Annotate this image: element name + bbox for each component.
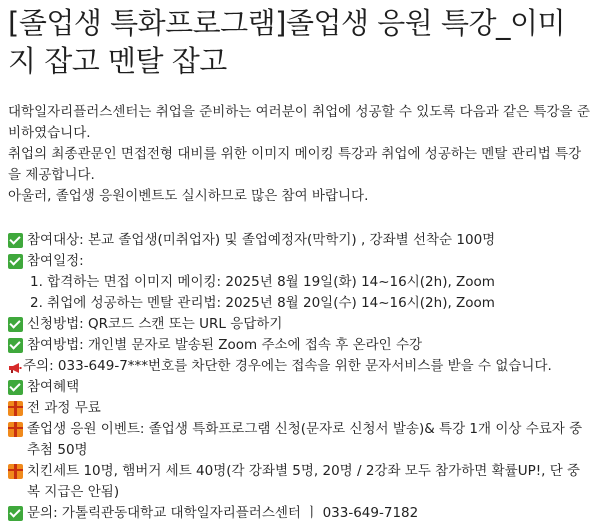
list-subitem-schedule-2 bbox=[8, 293, 592, 314]
megaphone-icon bbox=[8, 360, 22, 372]
list-item-text: 문의: 가톨릭관동대학교 대학일자리플러스센터 ㅣ 033-649-7182 bbox=[27, 505, 419, 521]
list-item-text: 졸업생 응원 이벤트: 졸업생 특화프로그램 신청(문자로 신청서 발송)& 특강 1개 이상 수료자 중 추첨 50명 bbox=[27, 421, 583, 458]
list-item-contact bbox=[8, 503, 592, 524]
intro-text bbox=[8, 102, 592, 207]
check-mark-icon bbox=[8, 254, 23, 269]
check-mark-icon bbox=[8, 233, 23, 248]
list-item-apply bbox=[8, 314, 592, 335]
intro-paragraph: 대학일자리플러스센터는 취업을 준비하는 여러분이 취업에 성공할 수 있도록 다음과 같은 특강을 준비하였습니다. bbox=[8, 104, 590, 141]
list-item-notice bbox=[8, 356, 592, 377]
list-item-text: 신청방법: QR코드 스캔 또는 URL 응답하기 bbox=[27, 316, 283, 332]
list-subitem-text: 2. 취업에 성공하는 멘탈 관리법: 2025년 8월 20일(수) 14~16시(2h), Zoom bbox=[30, 295, 495, 311]
list-subitem-schedule-1 bbox=[8, 272, 592, 293]
list-item-text: 치킨세트 10명, 햄버거 세트 40명(각 강좌별 5명, 20명 / 2강좌 모두 참가하면 확률UP!, 단 중복 지급은 안됨) bbox=[27, 463, 581, 500]
post-title: [졸업생 특화프로그램]졸업생 응원 특강_이미지 잡고 멘탈 잡고 bbox=[8, 6, 566, 78]
list-item-method bbox=[8, 335, 592, 356]
check-mark-icon bbox=[8, 338, 23, 353]
list-item-text: 참여일정: bbox=[27, 253, 84, 269]
check-mark-icon bbox=[8, 317, 23, 332]
info-list bbox=[8, 230, 592, 524]
gift-icon bbox=[8, 464, 23, 479]
list-item-text: 참여대상: 본교 졸업생(미취업자) 및 졸업예정자(막학기) , 강좌별 선착순 100명 bbox=[27, 232, 496, 248]
list-item-benefit-prize bbox=[8, 461, 592, 503]
list-item-benefit-event bbox=[8, 419, 592, 461]
list-item-benefit bbox=[8, 377, 592, 398]
gift-icon bbox=[8, 422, 23, 437]
list-item-text: 주의: 033-649-7***번호를 차단한 경우에는 접속을 위한 문자서비스를 받을 수 없습니다. bbox=[23, 358, 552, 374]
intro-paragraph: 아울러, 졸업생 응원이벤트도 실시하므로 많은 참여 바랍니다. bbox=[8, 188, 369, 204]
list-item-text: 전 과정 무료 bbox=[27, 400, 101, 416]
list-subitem-text: 1. 합격하는 면접 이미지 메이킹: 2025년 8월 19일(화) 14~16시(2h), Zoom bbox=[30, 274, 495, 290]
list-item-text: 참여혜택 bbox=[27, 379, 80, 395]
list-item-text: 참여방법: 개인별 문자로 발송된 Zoom 주소에 접속 후 온라인 수강 bbox=[27, 337, 423, 353]
check-mark-icon bbox=[8, 380, 23, 395]
intro-paragraph: 취업의 최종관문인 면접전형 대비를 위한 이미지 메이킹 특강과 취업에 성공하는 멘탈 관리법 특강을 제공합니다. bbox=[8, 146, 582, 183]
list-item-target bbox=[8, 230, 592, 251]
gift-icon bbox=[8, 401, 23, 416]
list-item-benefit-free bbox=[8, 398, 592, 419]
list-item-schedule bbox=[8, 251, 592, 272]
check-mark-icon bbox=[8, 506, 23, 521]
